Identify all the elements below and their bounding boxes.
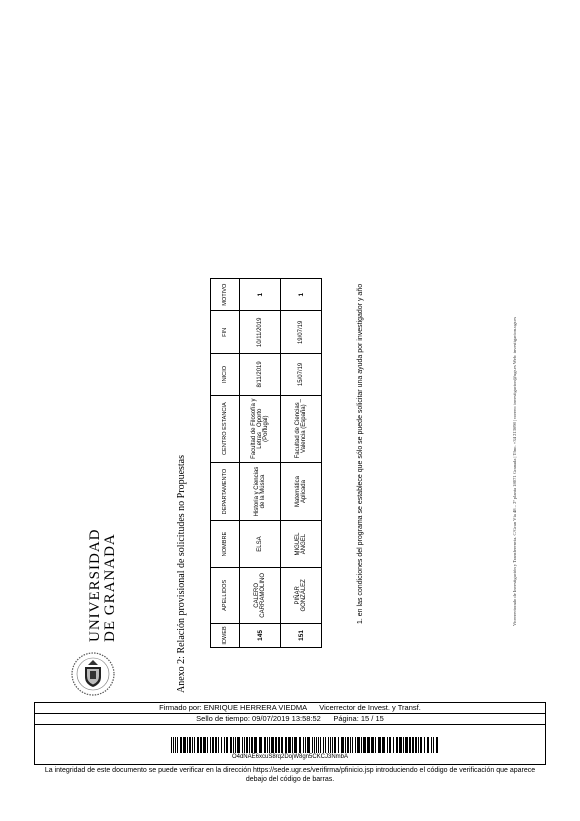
barcode-bar [244, 737, 245, 753]
barcode-bar [215, 737, 217, 753]
barcode-bar [403, 737, 404, 753]
barcode-bar [352, 737, 353, 753]
cell-centro: Facultad de Filosofía y Letras_ Oporto (Portugal) [240, 395, 281, 462]
barcode-bar [303, 737, 304, 753]
col-header-inicio: INICIO [211, 354, 240, 395]
barcode-bar [427, 737, 429, 753]
barcode-bar [269, 737, 270, 753]
table-row [240, 279, 281, 648]
barcode-bar [235, 737, 236, 753]
barcode-bar [246, 737, 248, 753]
barcode-bar [378, 737, 381, 753]
cell-motivo: 1 [281, 279, 322, 311]
barcode-bar [183, 737, 186, 753]
barcode-bar [171, 737, 172, 753]
barcode-bar [175, 737, 176, 753]
barcode-bar [312, 737, 313, 753]
cell-centro: Facultad de Ciencias_ Valencia (España) [281, 395, 322, 462]
university-name-line1: UNIVERSIDAD [87, 528, 103, 642]
barcode-bar [259, 737, 262, 753]
barcode-bar [242, 737, 243, 753]
requests-table [210, 278, 322, 648]
col-header-motivo: MOTIVO [211, 279, 240, 311]
side-note: Vicerrectorado de Investigación y Transferencia. C/Gran Vía 48 – 2ª planta 18071 Granada | Tfno. +34 213698 | correo: investigacion@ugr.es Web: investigacion.ugr.es [512, 316, 517, 626]
barcode-bar [285, 737, 287, 753]
barcode-bar [367, 737, 370, 753]
barcode-bar [332, 737, 333, 753]
barcode-bar [305, 737, 306, 753]
barcode-bar [177, 737, 178, 753]
cell-idweb: 145 [240, 623, 281, 647]
verification-code: O4dNAE6xcuS8rq2DojW8gn5CKCJ3NmbA [231, 754, 349, 760]
barcode-bar [221, 737, 222, 753]
barcode-bar [418, 737, 419, 753]
barcode-bar [318, 737, 319, 753]
col-header-apellidos: APELLIDOS [211, 567, 240, 623]
barcode-bar [375, 737, 376, 753]
barcode-bar [350, 737, 351, 753]
table-header-row [211, 279, 240, 648]
barcode-bar [341, 737, 344, 753]
university-name-line2: DE GRANADA [102, 533, 118, 642]
barcode-bar [328, 737, 329, 753]
signed-by: Firmado por: ENRIQUE HERRERA VIEDMA [159, 703, 307, 712]
timestamp: Sello de tiempo: 09/07/2019 13:58:52 [196, 714, 321, 723]
barcode-bar [203, 737, 206, 753]
barcode-bar [264, 737, 266, 753]
barcode-bar [197, 737, 199, 753]
col-header-idweb: IDWEB [211, 623, 240, 647]
requests-table-container [210, 278, 322, 648]
university-name [88, 529, 118, 643]
cell-departamento: Matemática Aplicada [281, 462, 322, 520]
timestamp-row [35, 714, 545, 724]
barcode-bar [334, 737, 336, 753]
barcode-bar [409, 737, 411, 753]
barcode-bar [275, 737, 277, 753]
barcode-bar [194, 737, 195, 753]
barcode-bar [249, 737, 250, 753]
signer-role: Vicerrector de Invest. y Transf. [319, 703, 421, 712]
col-header-departamento: DEPARTAMENTO [211, 462, 240, 520]
barcode-bar [212, 737, 214, 753]
barcode-bar [355, 737, 356, 753]
barcode-bar [347, 737, 349, 753]
barcode-bar [173, 737, 174, 753]
barcode-bar [361, 737, 362, 753]
barcode-bar [218, 737, 219, 753]
barcode-bar [396, 737, 398, 753]
barcode-bar [233, 737, 234, 753]
barcode-bar [226, 737, 228, 753]
university-crest [70, 651, 116, 697]
barcode [171, 737, 443, 753]
barcode-bar [357, 737, 360, 753]
cell-idweb: 151 [281, 623, 322, 647]
cell-departamento: Historia y Ciencias de la Música [240, 462, 281, 520]
barcode-bar [251, 737, 253, 753]
barcode-bar [405, 737, 408, 753]
cell-apellidos: PIÑAR GONZÁLEZ [281, 567, 322, 623]
barcode-bar [330, 737, 331, 753]
barcode-bar [307, 737, 310, 753]
barcode-bar [200, 737, 202, 753]
barcode-bar [224, 737, 225, 753]
barcode-bar [180, 737, 182, 753]
cell-nombre: MIGUEL ÁNGEL [281, 521, 322, 568]
barcode-bar [207, 737, 208, 753]
barcode-bar [345, 737, 346, 753]
annex-title: Anexo 2: Relación provisional de solicitudes no Propuestas [176, 454, 187, 693]
barcode-bar [271, 737, 274, 753]
barcode-bar [420, 737, 422, 753]
barcode-bar [278, 737, 280, 753]
barcode-bar [192, 737, 193, 753]
cell-apellidos: CALERO CARRAMOLINO [240, 567, 281, 623]
barcode-bar [433, 737, 434, 753]
barcode-bar [320, 737, 321, 753]
barcode-bar [382, 737, 385, 753]
barcode-bar [363, 737, 366, 753]
barcode-bar [292, 737, 293, 753]
barcode-bar [189, 737, 191, 753]
barcode-bar [338, 737, 339, 753]
barcode-bar [431, 737, 432, 753]
barcode-bar [299, 737, 301, 753]
cell-inicio: 8/11/2019 [240, 354, 281, 395]
page-number: Página: 15 / 15 [333, 714, 384, 723]
table-row [281, 279, 322, 648]
barcode-bar [281, 737, 283, 753]
cell-inicio: 15/07/19 [281, 354, 322, 395]
barcode-bar [314, 737, 315, 753]
barcode-bar [323, 737, 324, 753]
verification-text: La integridad de este documento se puede verificar en la dirección https://sede.ugr.es/verifirma/pfinicio.jsp introduciendo el código de verificación que aparece debajo del código de barras. [44, 767, 536, 783]
footnote: 1. en las condiciones del programa se establece que sólo se puede solicitar una ayuda por investigador y año [357, 283, 364, 624]
barcode-bar [316, 737, 317, 753]
cell-fin: 19/07/19 [281, 311, 322, 354]
barcode-bar [288, 737, 291, 753]
barcode-bar [187, 737, 188, 753]
col-header-fin: FIN [211, 311, 240, 354]
cell-fin: 10/11/2019 [240, 311, 281, 354]
divider [35, 724, 545, 725]
barcode-bar [371, 737, 374, 753]
col-header-centro: CENTRO ESTANCIA [211, 395, 240, 462]
barcode-bar [424, 737, 425, 753]
barcode-bar [237, 737, 240, 753]
barcode-bar [415, 737, 417, 753]
barcode-bar [436, 737, 438, 753]
col-header-nombre: NOMBRE [211, 521, 240, 568]
barcode-bar [254, 737, 257, 753]
signature-box [34, 702, 546, 765]
barcode-bar [210, 737, 211, 753]
barcode-bar [399, 737, 402, 753]
cell-motivo: 1 [240, 279, 281, 311]
barcode-bar [294, 737, 297, 753]
cell-nombre: ELSA [240, 521, 281, 568]
barcode-bar [230, 737, 232, 753]
barcode-bar [412, 737, 414, 753]
barcode-bar [387, 737, 388, 753]
signature-row [35, 703, 545, 713]
barcode-bar [267, 737, 268, 753]
barcode-bar [325, 737, 326, 753]
barcode-bar [389, 737, 391, 753]
barcode-bar [393, 737, 394, 753]
